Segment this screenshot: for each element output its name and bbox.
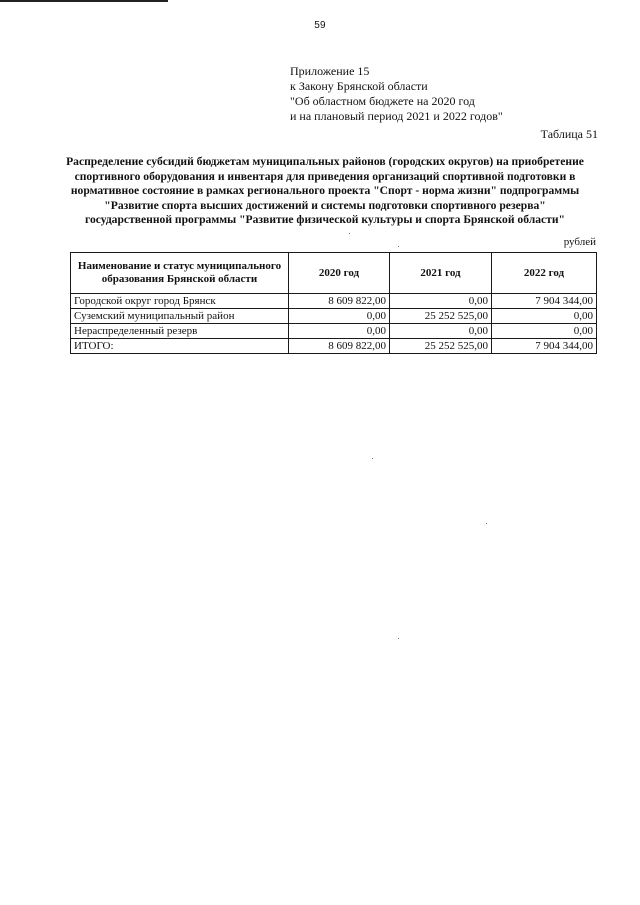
header-2021: 2021 год xyxy=(390,253,492,294)
cell-2021: 25 252 525,00 xyxy=(390,339,492,354)
appendix-line: "Об областном бюджете на 2020 год xyxy=(290,94,475,108)
table-row xyxy=(71,309,597,324)
page-number: 59 xyxy=(314,20,326,31)
header-2022: 2022 год xyxy=(492,253,597,294)
cell-2020: 0,00 xyxy=(289,309,390,324)
top-rule xyxy=(0,0,168,2)
cell-2020: 0,00 xyxy=(289,324,390,339)
document-title xyxy=(56,155,594,228)
cell-2020: 8 609 822,00 xyxy=(289,339,390,354)
appendix-line: Приложение 15 xyxy=(290,64,370,78)
scan-speck xyxy=(349,233,350,234)
cell-2020: 8 609 822,00 xyxy=(289,294,390,309)
appendix-line: к Закону Брянской области xyxy=(290,79,428,93)
table-number: Таблица 51 xyxy=(540,127,598,141)
appendix-line: и на плановый период 2021 и 2022 годов" xyxy=(290,109,503,123)
cell-2021: 0,00 xyxy=(390,324,492,339)
scan-speck xyxy=(398,638,399,639)
header-name: Наименование и статус муниципального образования Брянской области xyxy=(71,253,289,294)
row-name: ИТОГО: xyxy=(71,339,289,354)
cell-2022: 7 904 344,00 xyxy=(492,294,597,309)
row-name: Городской округ город Брянск xyxy=(71,294,289,309)
scan-speck xyxy=(372,458,373,459)
cell-2022: 0,00 xyxy=(492,309,597,324)
row-name: Суземский муниципальный район xyxy=(71,309,289,324)
units-label: рублей xyxy=(563,236,596,248)
title-line: государственной программы "Развитие физической культуры и спорта Брянской области" xyxy=(84,213,565,226)
subsidy-table xyxy=(70,252,597,354)
table-header-row xyxy=(71,253,597,294)
title-line: спортивного оборудования и инвентаря для приведения организаций спортивной подготовки в xyxy=(74,169,576,183)
table-row xyxy=(71,324,597,339)
header-2020: 2020 год xyxy=(289,253,390,294)
cell-2021: 0,00 xyxy=(390,294,492,309)
cell-2022: 7 904 344,00 xyxy=(492,339,597,354)
title-line: "Развитие спорта высших достижений и системы подготовки спортивного резерва" xyxy=(104,198,546,212)
table-row xyxy=(71,294,597,309)
cell-2021: 25 252 525,00 xyxy=(390,309,492,324)
appendix-header xyxy=(290,64,610,124)
title-line: нормативное состояние в рамках регионального проекта "Спорт - норма жизни" подпрограммы xyxy=(70,184,580,197)
title-line: Распределение субсидий бюджетам муниципальных районов (городских округов) на приобретение xyxy=(66,155,584,168)
scan-speck xyxy=(486,523,487,524)
table-total-row xyxy=(71,339,597,354)
row-name: Нераспределенный резерв xyxy=(71,324,289,339)
scan-speck xyxy=(398,246,399,247)
cell-2022: 0,00 xyxy=(492,324,597,339)
